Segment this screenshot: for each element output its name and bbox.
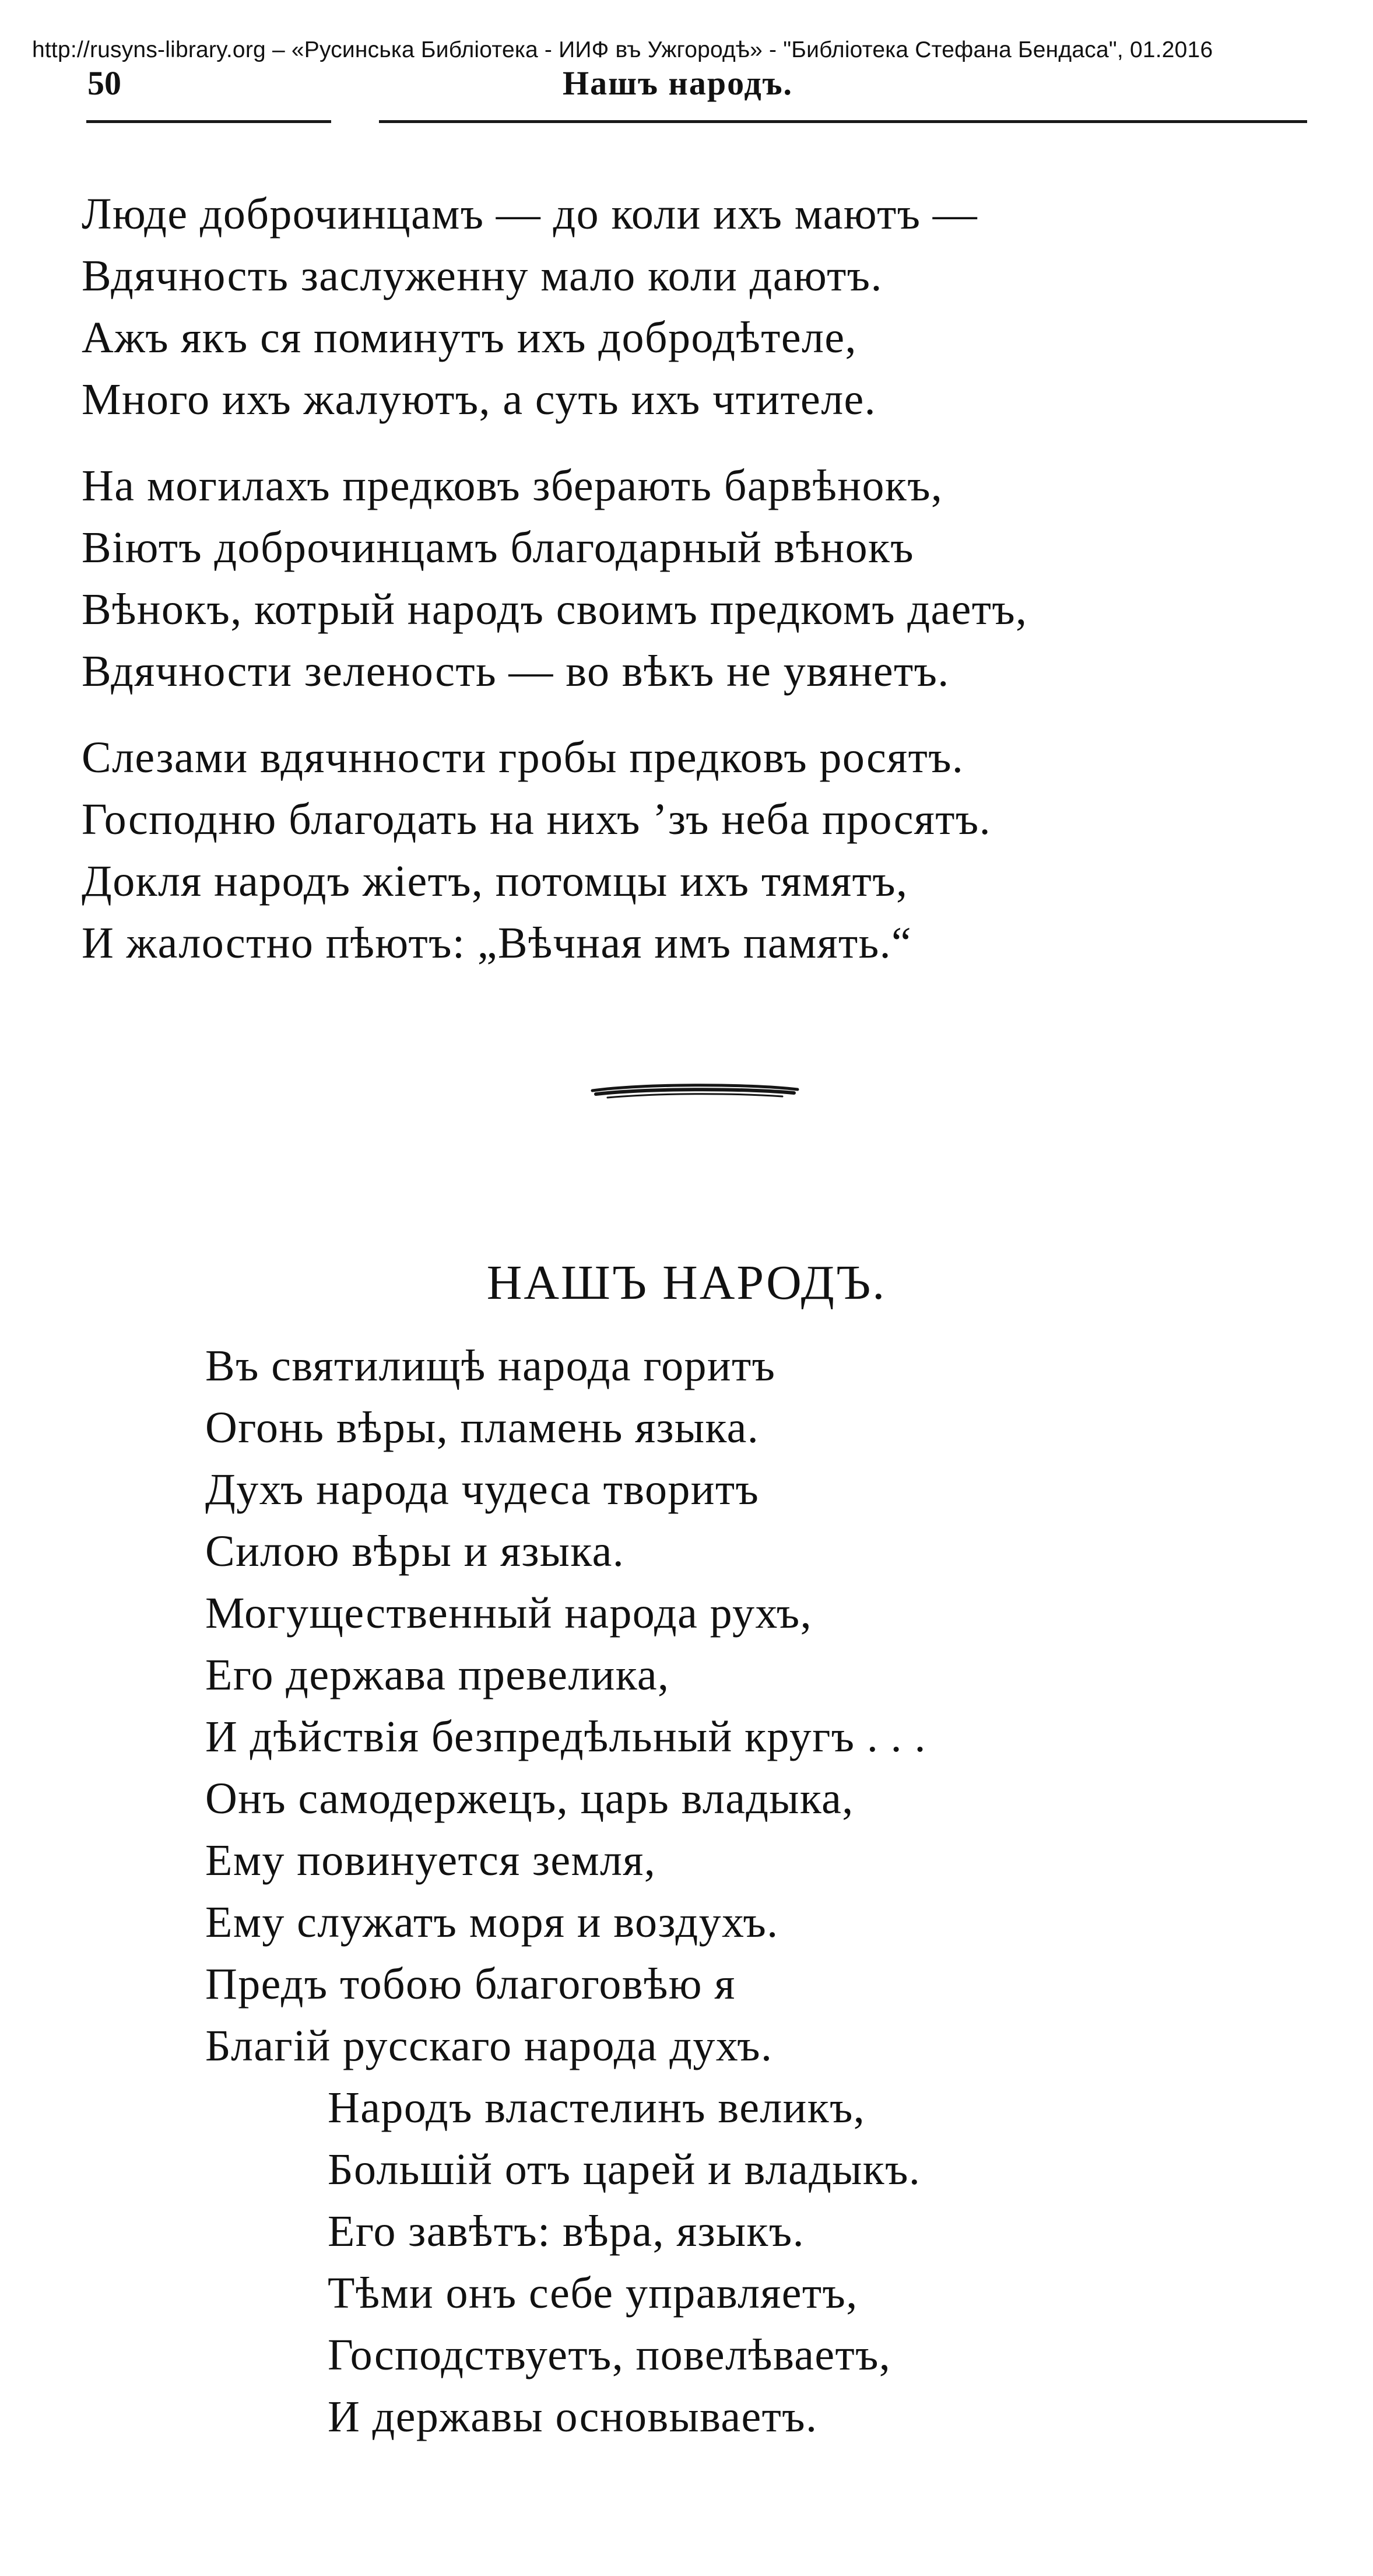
- verse-line: Вѣнокъ, котрый народъ своимъ предкомъ даетъ,: [82, 585, 1028, 634]
- verse-line: Силою вѣры и языка.: [205, 1527, 625, 1576]
- verse-line: Люде доброчинцамъ — до коли ихъ маютъ —: [82, 190, 978, 239]
- stanza: [82, 183, 1306, 430]
- ornamental-divider: [590, 1075, 800, 1105]
- verse-line: Докля народъ жіетъ, потомцы ихъ тямятъ,: [82, 857, 908, 906]
- verse-line: И жалостно пѣютъ: „Вѣчная имъ память.“: [82, 919, 912, 968]
- running-head: [0, 63, 1373, 115]
- verse-line: Духъ народа чудеса творитъ: [205, 1465, 760, 1514]
- verse-line: Вдячность заслуженну мало коли даютъ.: [82, 251, 883, 300]
- running-head-title: Нашъ народъ.: [563, 64, 793, 102]
- stanza: [82, 727, 1306, 974]
- verse-line: Предъ тобою благоговѣю я: [205, 1960, 736, 2009]
- verse-line: Благій русскаго народа духъ.: [205, 2021, 773, 2070]
- verse-line: Ему повинуется земля,: [205, 1836, 656, 1885]
- verse-line-indented: Господствуетъ, повелѣваетъ,: [328, 2330, 891, 2379]
- verse-line: Віютъ доброчинцамъ благодарный вѣнокъ: [82, 523, 915, 572]
- verse-line: Много ихъ жалуютъ, а суть ихъ чтителе.: [82, 375, 877, 424]
- verse-line: Господню благодать на нихъ ’зъ неба просятъ.: [82, 795, 991, 844]
- verse-line-indented: И державы основываетъ.: [328, 2392, 818, 2441]
- header-rule-left: [86, 120, 331, 123]
- verse-line-indented: Тѣми онъ себе управляетъ,: [328, 2269, 858, 2318]
- verse-line: Ему служатъ моря и воздухъ.: [205, 1898, 779, 1947]
- source-url-line: http://rusyns-library.org – «Русинська Библіотека - ИИФ въ Ужгородѣ» - "Библіотека Стефана Бендаса", 01.2016: [32, 37, 1213, 62]
- verse-line-indented: Большій отъ царей и владыкъ.: [328, 2145, 921, 2194]
- poem-nash-narod: [205, 1336, 1313, 2448]
- header-rule-right: [379, 120, 1307, 123]
- verse-line-indented: Народъ властелинъ великъ,: [328, 2083, 866, 2132]
- verse-line: Слезами вдячнности гробы предковъ росятъ.: [82, 733, 964, 782]
- page-number: 50: [87, 64, 121, 102]
- poem-title: НАШЪ НАРОДЪ.: [486, 1256, 887, 1310]
- verse-line: Ажъ якъ ся поминутъ ихъ добродѣтеле,: [82, 313, 857, 362]
- verse-line: Онъ самодержецъ, царь владыка,: [205, 1774, 854, 1823]
- verse-line: Огонь вѣры, пламень языка.: [205, 1403, 760, 1452]
- verse-line: Въ святилищѣ народа горитъ: [205, 1341, 776, 1390]
- verse-line: Вдячности зеленость — во вѣкъ не увянетъ.: [82, 647, 950, 696]
- verse-line: И дѣйствія безпредѣльный кругъ . . .: [205, 1712, 926, 1761]
- verse-line-indented: Его завѣтъ: вѣра, языкъ.: [328, 2207, 805, 2256]
- poem-top: [82, 183, 1306, 998]
- verse-line: Его держава превелика,: [205, 1650, 670, 1699]
- stanza: [82, 455, 1306, 702]
- verse-line: Могущественный народа рухъ,: [205, 1589, 813, 1638]
- verse-line: На могилахъ предковъ зберають барвѣнокъ,: [82, 461, 943, 510]
